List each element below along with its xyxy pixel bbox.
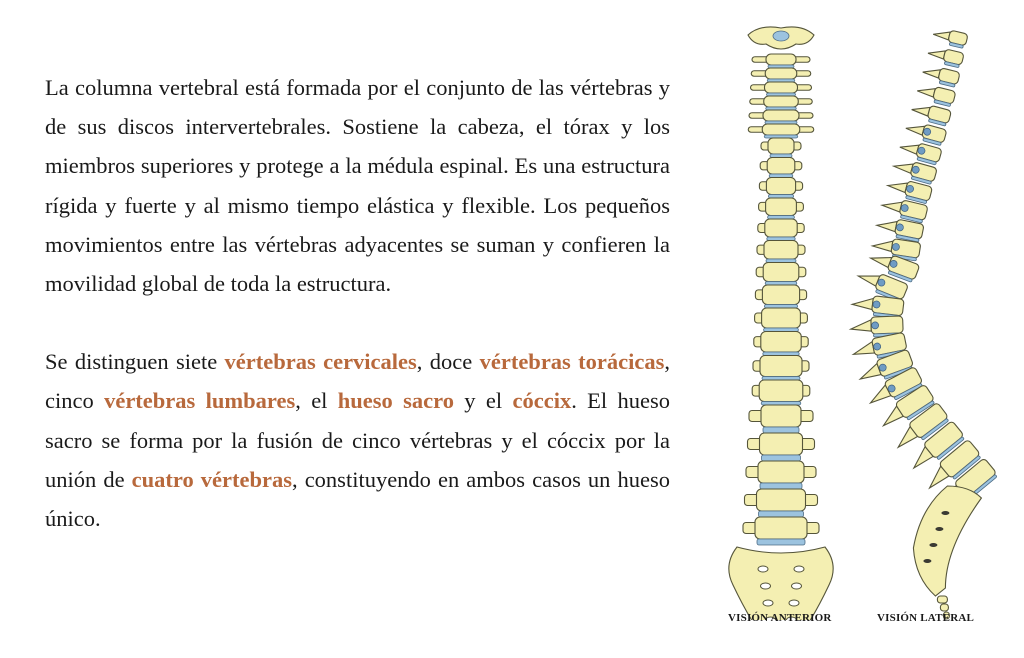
- caption-lateral-view: VISIÓN LATERAL: [877, 612, 975, 624]
- sacral-foramen: [792, 583, 802, 589]
- lateral-vertebra-group: [921, 64, 960, 88]
- spinous-process: [905, 122, 924, 135]
- thoracic-vertebra: [767, 158, 795, 175]
- thoracic-vertebra: [759, 380, 803, 402]
- intervertebral-disc: [757, 539, 805, 545]
- thoracic-vertebra: [763, 263, 799, 282]
- sacral-foramen-lateral: [923, 559, 931, 563]
- spinous-process: [881, 198, 902, 212]
- sacral-foramen: [789, 600, 799, 606]
- lateral-sacrum: [913, 486, 981, 596]
- intervertebral-disc: [763, 427, 799, 433]
- sacral-foramen: [758, 566, 768, 572]
- term-lumbar-vertebrae: vértebras lumbares: [104, 388, 296, 414]
- sacral-foramen-lateral: [941, 511, 949, 515]
- thoracic-vertebra: [766, 178, 795, 195]
- cervical-vertebra: [763, 110, 799, 121]
- intervertebral-disc: [759, 511, 804, 517]
- spine-lateral-view: [850, 26, 998, 619]
- spine-anterior-view: [729, 27, 833, 620]
- thoracic-vertebra: [760, 356, 802, 377]
- term-cervical-vertebrae: vértebras cervicales: [224, 349, 417, 375]
- intervertebral-disc: [760, 483, 802, 489]
- thoracic-vertebra: [766, 198, 797, 216]
- spinous-process: [852, 342, 875, 357]
- term-sacrum: hueso sacro: [337, 388, 454, 414]
- cervical-vertebra: [765, 68, 797, 79]
- intervertebral-foramen: [872, 322, 879, 329]
- text-segment: , doce: [416, 349, 480, 375]
- intervertebral-disc: [762, 455, 801, 461]
- cervical-vertebra: [766, 54, 796, 65]
- spinous-process: [928, 47, 946, 59]
- thoracic-vertebra: [764, 241, 798, 260]
- spinous-process: [917, 85, 936, 98]
- paragraph-intro: La columna vertebral está formada por el conjunto de las vértebras y de sus discos intervertebrales. Sostiene la cabeza, el tórax y los miembros superiores y protege a la médula espinal. Es una estructura rígida y fuerte y al mismo tiempo elástica y flexible. Los pequeños movimientos entre las vértebras adyacentes se suman y confieren la movilidad global de toda la estructura.: [45, 75, 670, 297]
- term-coccyx: cóccix: [512, 388, 572, 414]
- text-segment: , el: [295, 388, 338, 414]
- lateral-coccyx-segment: [940, 604, 948, 611]
- spine-illustration: [700, 20, 1010, 620]
- term-thoracic-vertebrae: vértebras torácicas: [479, 349, 665, 375]
- sacral-foramen: [761, 583, 771, 589]
- caption-anterior-view: VISIÓN ANTERIOR: [728, 612, 832, 624]
- text-segment: , constituyendo en ambos casos un hueso único.: [45, 466, 670, 532]
- spinous-process: [872, 238, 893, 251]
- sacral-foramen-lateral: [935, 527, 943, 531]
- term-four-vertebrae: cuatro vértebras: [131, 466, 292, 492]
- sacral-foramen: [794, 566, 804, 572]
- spinous-process: [899, 140, 919, 154]
- sacral-foramen-lateral: [929, 543, 937, 547]
- sacral-foramen: [763, 600, 773, 606]
- lumbar-vertebra: [755, 517, 807, 539]
- cervical-vertebra: [762, 124, 800, 135]
- cervical-vertebra: [764, 96, 799, 107]
- lateral-vertebra-group: [932, 26, 969, 48]
- spinous-process: [852, 296, 873, 309]
- lumbar-vertebra: [761, 405, 801, 427]
- text-segment: Se distinguen siete: [45, 349, 225, 375]
- spinous-process: [876, 218, 897, 232]
- paragraph-regions: [45, 342, 670, 538]
- lateral-vertebra-group: [926, 45, 964, 68]
- text-segment: y el: [453, 388, 513, 414]
- thoracic-vertebra: [762, 285, 799, 305]
- spinous-process: [887, 178, 907, 192]
- dens: [773, 31, 789, 41]
- spinous-process: [933, 28, 950, 39]
- lumbar-vertebra: [757, 489, 806, 511]
- lateral-coccyx-segment: [937, 596, 947, 603]
- text-segment: . El hueso sacro se forma por la fusión de cinco vértebras y el cóccix por la unión de: [45, 388, 670, 492]
- sacrum: [729, 547, 833, 620]
- spine-svg: [700, 20, 1010, 620]
- spinous-process: [922, 66, 940, 78]
- text-segment: , cinco: [45, 349, 671, 414]
- spinous-process: [893, 159, 913, 173]
- thoracic-vertebra: [762, 308, 801, 328]
- thoracic-vertebra: [768, 138, 794, 154]
- thoracic-vertebra: [761, 332, 801, 353]
- lumbar-vertebra: [758, 461, 804, 483]
- cervical-vertebra: [765, 82, 798, 93]
- spinous-process: [850, 320, 871, 332]
- thoracic-vertebra: [765, 219, 797, 237]
- spinous-process: [911, 103, 930, 116]
- lumbar-vertebra: [760, 433, 803, 455]
- main-text: [45, 68, 670, 538]
